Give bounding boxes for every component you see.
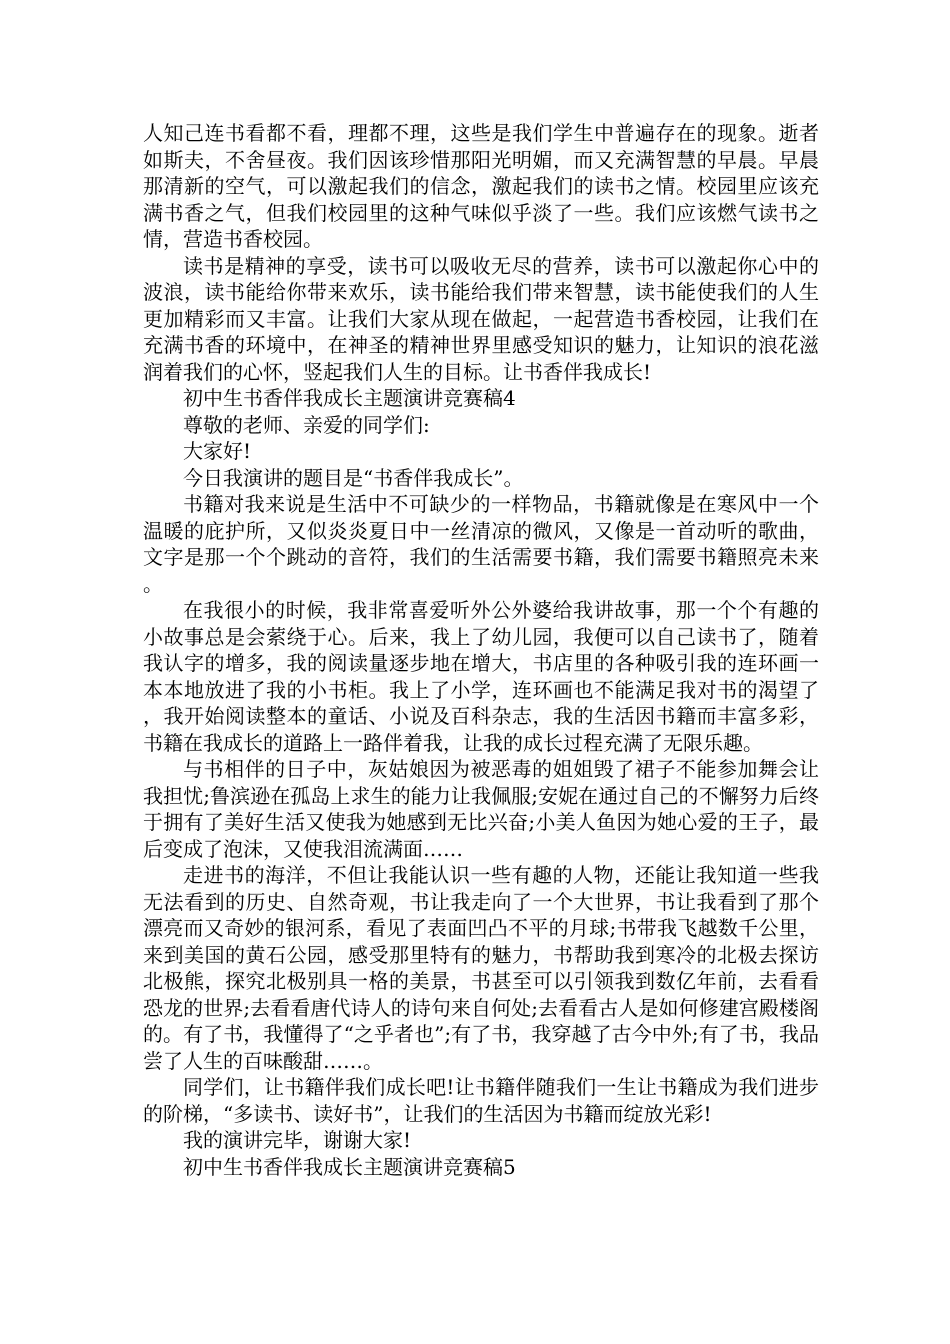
paragraph-1: 人知己连书看都不看，理都不理，这些是我们学生中普遍存在的现象。逝者如斯夫，不舍昼夜。我们因该珍惜那阳光明媚，而又充满智慧的早晨。早晨那清新的空气，可以激起我们的信念，激起我们的读书之情。校园里应该充满书香之气，但我们校园里的这种气味似乎淡了一些。我们应该燃气读书之情，营造书香校园。 — [143, 121, 819, 251]
paragraph-2: 读书是精神的享受，读书可以吸收无尽的营养，读书可以激起你心中的波浪，读书能给你带来欢乐，读书能给我们带来智慧，读书能使我们的人生更加精彩而又丰富。让我们大家从现在做起，一起营造书香校园，让我们在充满书香的环境中，在神圣的精神世界里感受知识的魅力，让知识的浪花滋润着我们的心怀，竖起我们人生的目标。让书香伴我成长! — [143, 253, 819, 384]
paragraph-books-importance: 书籍对我来说是生活中不可缺少的一样物品，书籍就像是在寒风中一个温暖的庇护所，又似炎炎夏日中一丝清凉的微风，又像是一首动听的歌曲，文字是那一个个跳动的音符，我们的生活需要书籍，我们需要书籍照亮未来。 — [143, 492, 819, 596]
salutation: 尊敬的老师、亲爱的同学们: — [183, 412, 430, 437]
paragraph-story-characters: 与书相伴的日子中，灰姑娘因为被恶毒的姐姐毁了裙子不能参加舞会让我担忧;鲁滨逊在孤岛上求生的能力让我佩服;安妮在通过自己的不懈努力后终于拥有了美好生活又使我为她感到无比兴奋;小美人鱼因为她心爱的王子，最后变成了泡沫，又使我泪流满面…… — [143, 757, 819, 861]
paragraph-call-to-action: 同学们，让书籍伴我们成长吧!让书籍伴随我们一生让书籍成为我们进步的阶梯，“多读书、读好书”，让我们的生活因为书籍而绽放光彩! — [143, 1075, 819, 1126]
paragraph-ocean-of-books: 走进书的海洋，不但让我能认识一些有趣的人物，还能让我知道一些我无法看到的历史、自然奇观，书让我走向了一个大世界，书让我看到了那个漂亮而又奇妙的银河系，看见了表面凹凸不平的月球;书带我飞越数千公里，来到美国的黄石公园，感受那里特有的魅力，书帮助我到寒冷的北极去探访北极熊，探究北极别具一格的美景，书甚至可以引领我到数亿年前，去看看恐龙的世界;去看看唐代诗人的诗句来自何处;去看看古人是如何修建宫殿楼阁的。有了书，我懂得了“之乎者也”;有了书，我穿越了古今中外;有了书，我品尝了人生的百味酸甜……。 — [143, 863, 819, 1073]
section-heading-5: 初中生书香伴我成长主题演讲竞赛稿5 — [183, 1154, 516, 1179]
closing-line: 我的演讲完毕，谢谢大家! — [183, 1128, 412, 1152]
section-heading-4: 初中生书香伴我成长主题演讲竞赛稿4 — [183, 386, 516, 410]
document-page — [143, 120, 819, 1180]
speech-title-line: 今日我演讲的题目是“书香伴我成长”。 — [183, 465, 524, 490]
greeting: 大家好! — [183, 439, 252, 463]
paragraph-childhood: 在我很小的时候，我非常喜爱听外公外婆给我讲故事，那一个个有趣的小故事总是会萦绕于心。后来，我上了幼儿园，我便可以自己读书了，随着我认字的增多，我的阅读量逐步地在增大，书店里的各种吸引我的连环画一本本地放进了我的小书柜。我上了小学，连环画也不能满足我对书的渴望了，我开始阅读整本的童话、小说及百科杂志，我的生活因书籍而丰富多彩，书籍在我成长的道路上一路伴着我，让我的成长过程充满了无限乐趣。 — [143, 598, 819, 755]
